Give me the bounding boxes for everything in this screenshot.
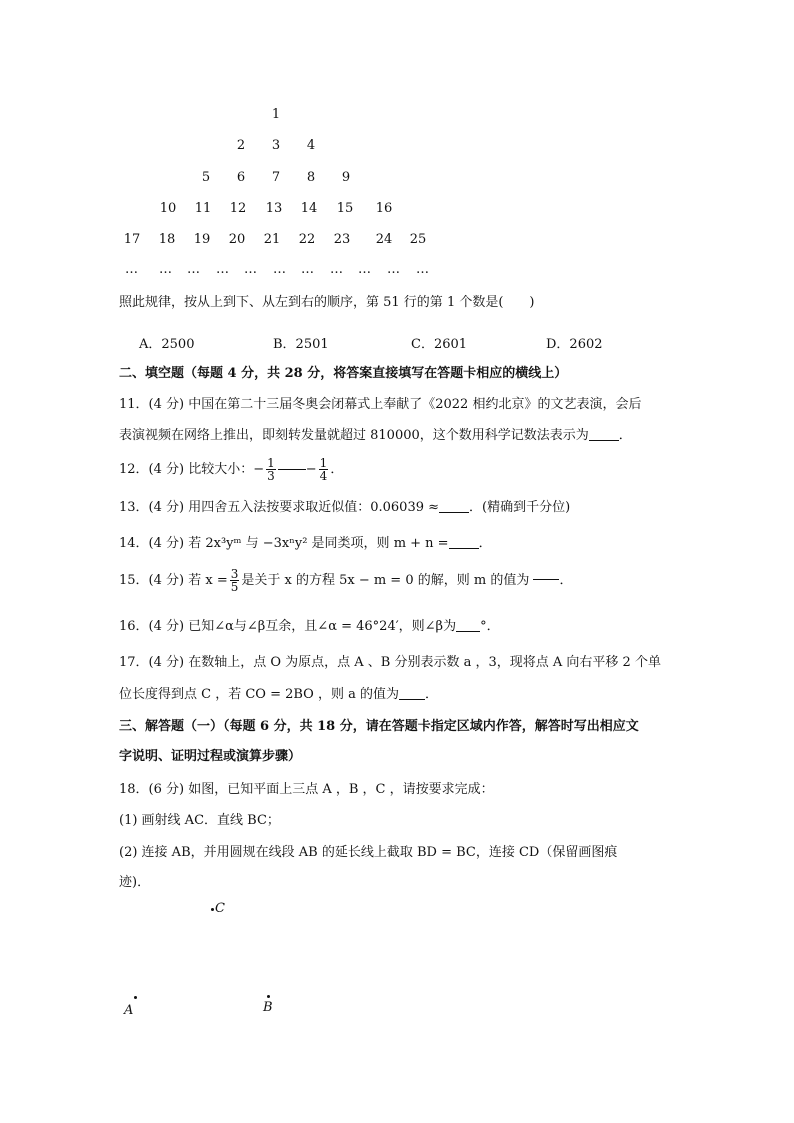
tri-num: 15	[336, 201, 354, 216]
fraction-num: 1	[319, 456, 328, 470]
tri-num: 8	[306, 170, 316, 185]
fraction	[266, 457, 276, 482]
q10-option-d: D．2602	[546, 337, 603, 352]
tri-ellipsis: …	[216, 262, 228, 277]
q15-pre: 15．(4 分) 若 x =	[119, 573, 228, 588]
q17-line2: 位长度得到点 C ，若 CO = 2BO ，则 a 的值为 ．	[119, 687, 438, 702]
point-a-dot	[134, 996, 137, 999]
tri-num: 18	[158, 232, 176, 247]
point-c-label: C	[215, 901, 225, 916]
q15: 15．(4 分) 若 x = $\frac{3}{5}$ 是关于 x 的方程 5x − m = 0 的解，则 m 的值为 ．	[119, 567, 573, 594]
tri-ellipsis: …	[273, 262, 285, 277]
q17-text: 位长度得到点 C ，若 CO = 2BO ，则 a 的值为	[119, 687, 399, 702]
tri-num: 10	[159, 201, 177, 216]
tri-num: 1	[271, 107, 281, 122]
tri-num: 22	[298, 232, 316, 247]
answer-blank	[449, 536, 479, 549]
tri-ellipsis: …	[330, 262, 342, 277]
point-b-label: B	[263, 1000, 273, 1015]
point-a-label: A	[124, 1003, 134, 1018]
tri-num: 16	[375, 201, 393, 216]
q14-text: 14．(4 分) 若 2x³yᵐ 与 −3xⁿy² 是同类项，则 m + n =	[119, 536, 449, 551]
q12-text: 12．(4 分) 比较大小：−	[119, 462, 265, 477]
tri-num: 19	[193, 232, 211, 247]
tri-num: 11	[194, 201, 212, 216]
tri-ellipsis: …	[244, 262, 256, 277]
q10-option-a: A．2500	[139, 337, 195, 352]
q13	[119, 499, 570, 517]
q10-option-b: B．2501	[273, 337, 329, 352]
q12: 12．(4 分) 比较大小：− $\frac{1}{3}$ − $\frac{1}{4}$ ．	[119, 456, 344, 483]
fraction-den: 5	[230, 580, 239, 594]
tri-num: 25	[409, 232, 427, 247]
q13-text: 13．(4 分) 用四舍五入法按要求取近似值：0.06039 ≈	[119, 500, 440, 515]
q10-stem: 照此规律，按从上到下、从左到右的顺序，第 51 行的第 1 个数是( )	[119, 295, 535, 310]
tri-num: 5	[201, 170, 211, 185]
tri-ellipsis: …	[187, 262, 199, 277]
answer-blank	[589, 428, 619, 441]
tri-num: 3	[271, 138, 281, 153]
q18-part1: (1) 画射线 AC．直线 BC；	[119, 813, 280, 828]
q15-post: 是关于 x 的方程 5x − m = 0 的解，则 m 的值为	[241, 573, 530, 588]
q18-part2-line2: 迹)．	[119, 875, 151, 890]
q18-line1: 18．(6 分) 如图，已知平面上三点 A ，B ，C ，请按要求完成：	[119, 782, 494, 797]
tri-num: 4	[306, 138, 316, 153]
fraction-num: 3	[230, 567, 239, 581]
tri-num: 2	[236, 138, 246, 153]
tri-num: 23	[333, 232, 351, 247]
fraction-den: 4	[319, 469, 328, 483]
q16-text: 16．(4 分) 已知∠α与∠β互余，且∠α = 46°24′，则∠β为	[119, 619, 457, 634]
q14: 14．(4 分) 若 2x³yᵐ 与 −3xⁿy² 是同类项，则 m + n = ．	[119, 536, 492, 551]
tri-ellipsis: …	[387, 262, 399, 277]
tri-num: 14	[300, 201, 318, 216]
q16-tail: °．	[480, 619, 500, 634]
section2-heading: 二、填空题（每题 4 分，共 28 分，将答案直接填写在答题卡相应的横线上）	[119, 366, 568, 381]
answer-blank	[456, 619, 480, 632]
section3-heading-line2: 字说明、证明过程或演算步骤）	[119, 749, 302, 764]
tri-num: 24	[375, 232, 393, 247]
tri-ellipsis: …	[125, 262, 137, 277]
q11-line2: 表演视频在网络上推出，即刻转发量就超过 810000，这个数用科学记数法表示为 ．	[119, 428, 632, 443]
point-c-dot	[211, 908, 214, 911]
tri-num: 7	[271, 170, 281, 185]
q12-mid: −	[305, 462, 317, 477]
tri-num: 9	[341, 170, 351, 185]
fraction	[319, 457, 329, 482]
tri-num: 12	[229, 201, 247, 216]
tri-ellipsis: …	[159, 262, 171, 277]
q16	[119, 618, 500, 636]
fraction-num: 1	[267, 456, 275, 470]
point-b-dot	[267, 995, 270, 998]
q13-tail: ．(精确到千分位)	[469, 500, 571, 515]
tri-ellipsis: …	[358, 262, 370, 277]
tri-ellipsis: …	[301, 262, 313, 277]
tri-ellipsis: …	[416, 262, 428, 277]
q11-text: 表演视频在网络上推出，即刻转发量就超过 810000，这个数用科学记数法表示为	[119, 428, 589, 443]
answer-blank	[533, 567, 559, 580]
answer-blank	[399, 687, 425, 700]
tri-num: 20	[228, 232, 246, 247]
q11-line1: 11．(4 分) 中国在第二十三届冬奥会闭幕式上奉献了《2022 相约北京》的文艺表演，会后	[119, 397, 642, 412]
tri-num: 17	[123, 232, 141, 247]
q18-part2-line1: (2) 连接 AB，并用圆规在线段 AB 的延长线上截取 BD = BC，连接 CD（保留画图痕	[119, 845, 618, 860]
q10-option-c: C．2601	[411, 337, 468, 352]
tri-num: 13	[265, 201, 283, 216]
section3-heading-line1: 三、解答题（一）（每题 6 分，共 18 分，请在答题卡指定区域内作答，解答时写出相应文	[119, 719, 639, 734]
answer-blank	[439, 500, 469, 513]
fraction	[230, 568, 240, 593]
q17-line1: 17．(4 分) 在数轴上，点 O 为原点，点 A 、B 分别表示数 a ，3，现将点 A 向右平移 2 个单	[119, 655, 661, 670]
tri-num: 21	[263, 232, 281, 247]
tri-num: 6	[236, 170, 246, 185]
fraction-den: 3	[267, 469, 275, 483]
answer-blank	[278, 457, 306, 470]
